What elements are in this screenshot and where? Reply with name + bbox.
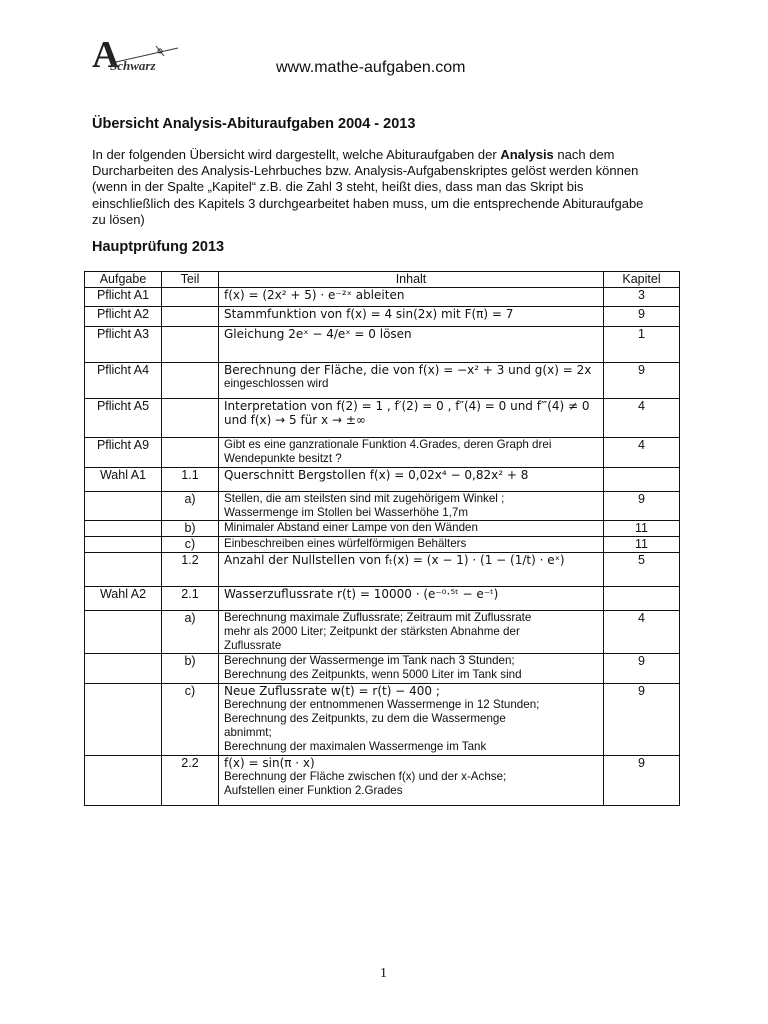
- cell-aufgabe: [85, 756, 162, 806]
- cell-kapitel: 11: [604, 521, 680, 537]
- cell-inhalt: [219, 537, 604, 553]
- cell-teil: 1.2: [162, 553, 219, 587]
- table-row: [85, 327, 680, 363]
- cell-inhalt-line: Wendepunkte besitzt ?: [224, 452, 342, 465]
- cell-inhalt-line: Berechnung der Wassermenge im Tank nach 3 Stunden;: [224, 654, 515, 667]
- cell-inhalt-line: Wassermenge im Stollen bei Wasserhöhe 1,7m: [224, 506, 469, 519]
- cell-teil: [162, 288, 219, 307]
- cell-inhalt-line: Aufstellen einer Funktion 2.Grades: [224, 784, 403, 797]
- cell-inhalt: [219, 492, 604, 521]
- cell-aufgabe: [85, 492, 162, 521]
- table-row: [85, 684, 680, 756]
- cell-inhalt-line: Gibt es eine ganzrationale Funktion 4.Grades, deren Graph drei: [224, 438, 552, 451]
- cell-kapitel: 4: [604, 611, 680, 654]
- page-number: 1: [380, 966, 387, 981]
- table-row: [85, 756, 680, 806]
- cell-inhalt: [219, 587, 604, 611]
- cell-teil: c): [162, 684, 219, 756]
- cell-inhalt-line: Neue Zuflussrate w(t) = r(t) − 400 ;: [224, 684, 440, 698]
- cell-kapitel: 5: [604, 553, 680, 587]
- cell-inhalt: [219, 756, 604, 806]
- table-header-row: [85, 272, 680, 288]
- cell-kapitel: 11: [604, 537, 680, 553]
- cell-inhalt-line: und f(x) → 5 für x → ±∞: [224, 413, 366, 427]
- cell-teil: [162, 399, 219, 438]
- table-row: [85, 399, 680, 438]
- table-row: [85, 587, 680, 611]
- overview-table: [84, 271, 680, 806]
- cell-inhalt-line: f(x) = sin(π · x): [224, 756, 315, 770]
- header-kapitel: Kapitel: [604, 272, 680, 288]
- intro-part2: nach dem Durcharbeiten des Analysis-Lehrbuches bzw. Analysis-Aufgabenskriptes gelöst werden können (wenn in der Spalte „Kapitel“ z.B. die Zahl 3 steht, heißt dies, dass man das Skript bis einschließlich des Kapitels 3 durchgearbeitet haben muss, um die entsprechende Abituraufgabe zu lösen): [92, 147, 644, 227]
- cell-inhalt-line: mehr als 2000 Liter; Zeitpunkt der stärksten Abnahme der: [224, 625, 520, 638]
- cell-aufgabe: [85, 684, 162, 756]
- cell-inhalt-line: Berechnung maximale Zuflussrate; Zeitraum mit Zuflussrate: [224, 611, 532, 624]
- cell-kapitel: 1: [604, 327, 680, 363]
- cell-aufgabe: Pflicht A5: [85, 399, 162, 438]
- cell-aufgabe: [85, 521, 162, 537]
- cell-aufgabe: Pflicht A3: [85, 327, 162, 363]
- cell-inhalt: [219, 327, 604, 363]
- cell-aufgabe: [85, 537, 162, 553]
- cell-kapitel: 9: [604, 684, 680, 756]
- table-row: [85, 307, 680, 327]
- cell-kapitel: 9: [604, 363, 680, 399]
- cell-aufgabe: Pflicht A2: [85, 307, 162, 327]
- cell-teil: [162, 327, 219, 363]
- cell-inhalt-line: Zuflussrate: [224, 639, 282, 652]
- cell-teil: a): [162, 492, 219, 521]
- table-row: [85, 288, 680, 307]
- cell-kapitel: 4: [604, 438, 680, 468]
- cell-inhalt: [219, 288, 604, 307]
- cell-inhalt-line: Einbeschreiben eines würfelförmigen Behälters: [224, 537, 467, 550]
- table-row: [85, 363, 680, 399]
- cell-kapitel: 9: [604, 654, 680, 684]
- cell-inhalt: [219, 611, 604, 654]
- cell-inhalt-line: Berechnung der entnommenen Wassermenge in 12 Stunden;: [224, 698, 540, 711]
- cell-inhalt-line: Minimaler Abstand einer Lampe von den Wänden: [224, 521, 478, 534]
- cell-inhalt-line: Berechnung der Fläche zwischen f(x) und der x-Achse;: [224, 770, 507, 783]
- cell-kapitel: [604, 468, 680, 492]
- cell-kapitel: 9: [604, 756, 680, 806]
- cell-aufgabe: Wahl A2: [85, 587, 162, 611]
- cell-kapitel: 3: [604, 288, 680, 307]
- cell-teil: c): [162, 537, 219, 553]
- cell-inhalt-line: Stellen, die am steilsten sind mit zugehörigem Winkel ;: [224, 492, 505, 505]
- table-row: [85, 521, 680, 537]
- cell-inhalt: [219, 363, 604, 399]
- cell-aufgabe: Pflicht A9: [85, 438, 162, 468]
- cell-inhalt-line: Berechnung der Fläche, die von f(x) = −x² + 3 und g(x) = 2x: [224, 363, 592, 377]
- cell-kapitel: 4: [604, 399, 680, 438]
- table-row: [85, 537, 680, 553]
- table-row: [85, 492, 680, 521]
- cell-inhalt: [219, 521, 604, 537]
- intro-paragraph: [92, 147, 652, 228]
- logo-text: Schwarz: [110, 58, 156, 73]
- cell-inhalt: [219, 438, 604, 468]
- table-row: [85, 553, 680, 587]
- table-row: [85, 611, 680, 654]
- cell-aufgabe: Pflicht A4: [85, 363, 162, 399]
- cell-inhalt: [219, 468, 604, 492]
- cell-inhalt: [219, 654, 604, 684]
- cell-teil: 2.1: [162, 587, 219, 611]
- table-row: [85, 438, 680, 468]
- cell-inhalt-line: Anzahl der Nullstellen von fₜ(x) = (x − 1) · (1 − (1/t) · eˣ): [224, 553, 565, 567]
- cell-inhalt: [219, 684, 604, 756]
- cell-inhalt-line: Stammfunktion von f(x) = 4 sin(2x) mit F(π) = 7: [224, 307, 514, 321]
- cell-inhalt-line: abnimmt;: [224, 726, 272, 739]
- cell-inhalt-line: Berechnung des Zeitpunkts, wenn 5000 Liter im Tank sind: [224, 668, 522, 681]
- cell-aufgabe: Pflicht A1: [85, 288, 162, 307]
- cell-teil: b): [162, 654, 219, 684]
- cell-inhalt-line: Berechnung der maximalen Wassermenge im Tank: [224, 740, 487, 753]
- cell-inhalt: [219, 307, 604, 327]
- cell-teil: [162, 438, 219, 468]
- cell-inhalt-line: Berechnung des Zeitpunkts, zu dem die Wassermenge: [224, 712, 506, 725]
- intro-part1: In der folgenden Übersicht wird dargestellt, welche Abituraufgaben der: [92, 147, 501, 162]
- cell-aufgabe: [85, 611, 162, 654]
- logo: [92, 34, 184, 78]
- intro-bold: Analysis: [500, 147, 554, 162]
- document-title: Übersicht Analysis-Abituraufgaben 2004 - 2013: [92, 116, 416, 132]
- cell-aufgabe: Wahl A1: [85, 468, 162, 492]
- logo-letter: A: [92, 34, 120, 76]
- cell-inhalt-line: Interpretation von f(2) = 1 , f′(2) = 0 , f″(4) = 0 und f‴(4) ≠ 0: [224, 399, 590, 413]
- table-row: [85, 468, 680, 492]
- cell-inhalt-line: Wasserzuflussrate r(t) = 10000 · (e⁻⁰·⁵ᵗ − e⁻ᵗ): [224, 587, 499, 601]
- table-body: [85, 288, 680, 806]
- cell-aufgabe: [85, 553, 162, 587]
- cell-aufgabe: [85, 654, 162, 684]
- header-teil: Teil: [162, 272, 219, 288]
- cell-kapitel: 9: [604, 307, 680, 327]
- table-row: [85, 654, 680, 684]
- cell-inhalt: [219, 399, 604, 438]
- cell-teil: a): [162, 611, 219, 654]
- cell-teil: 2.2: [162, 756, 219, 806]
- cell-teil: b): [162, 521, 219, 537]
- cell-inhalt-line: Querschnitt Bergstollen f(x) = 0,02x⁴ − 0,82x² + 8: [224, 468, 529, 482]
- header-aufgabe: Aufgabe: [85, 272, 162, 288]
- header-inhalt: Inhalt: [219, 272, 604, 288]
- cell-inhalt: [219, 553, 604, 587]
- cell-teil: [162, 307, 219, 327]
- cell-kapitel: [604, 587, 680, 611]
- section-title: Hauptprüfung 2013: [92, 239, 225, 255]
- cell-teil: 1.1: [162, 468, 219, 492]
- cell-kapitel: 9: [604, 492, 680, 521]
- cell-inhalt-line: eingeschlossen wird: [224, 377, 329, 390]
- website-url: www.mathe-aufgaben.com: [276, 59, 466, 76]
- cell-teil: [162, 363, 219, 399]
- cell-inhalt-line: Gleichung 2eˣ − 4/eˣ = 0 lösen: [224, 327, 412, 341]
- cell-inhalt-line: f(x) = (2x² + 5) · e⁻²ˣ ableiten: [224, 288, 405, 302]
